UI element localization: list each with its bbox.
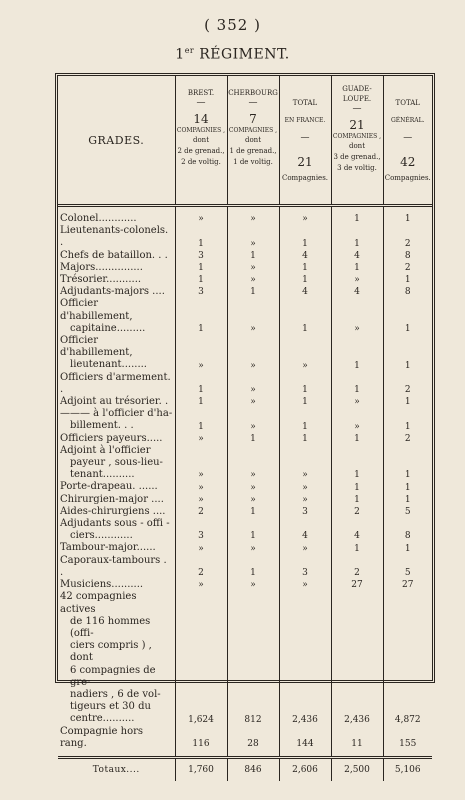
row-label bbox=[58, 433, 175, 445]
row-value: 11 bbox=[331, 726, 383, 750]
row-value: 2 bbox=[404, 385, 411, 396]
header-total-france: TOTAL EN FRANCE. — 21 Compagnies. bbox=[279, 76, 331, 206]
table-row bbox=[58, 372, 432, 396]
row-label-line: Officiers payeurs..... bbox=[60, 432, 163, 444]
row-label-line: ciers............ bbox=[70, 530, 133, 542]
row-value: 3 bbox=[175, 286, 227, 298]
header-brest: BREST. — 14 COMPAGNIES , dont 2 de grenad., 2 de voltig. bbox=[175, 76, 227, 206]
row-value: 4 bbox=[331, 518, 383, 542]
row-value: 1 bbox=[404, 275, 411, 286]
totals-value: 5,106 bbox=[383, 757, 432, 781]
row-label bbox=[58, 396, 175, 408]
row-label bbox=[58, 555, 175, 579]
row-value: » bbox=[279, 542, 331, 554]
table-row bbox=[58, 579, 432, 591]
row-value: 1 bbox=[227, 518, 279, 542]
row-value: 2 bbox=[331, 555, 383, 579]
row-value: 8 bbox=[404, 531, 411, 542]
row-label bbox=[58, 286, 175, 298]
row-label bbox=[58, 408, 175, 432]
row-value: 2 bbox=[175, 555, 227, 579]
row-label-line: Musiciens.......... bbox=[60, 579, 144, 591]
row-value: 1 bbox=[175, 274, 227, 286]
row-value: 1 bbox=[175, 298, 227, 335]
row-value: » bbox=[227, 372, 279, 396]
table-row bbox=[58, 433, 432, 445]
table-row bbox=[58, 591, 432, 725]
row-value: » bbox=[279, 445, 331, 482]
table-row bbox=[58, 518, 432, 542]
row-label-line: billement. . . bbox=[70, 420, 134, 432]
row-label-line: Lieutenants-colonels. . bbox=[60, 225, 169, 249]
row-value: 4 bbox=[279, 286, 331, 298]
spacer-row bbox=[58, 206, 432, 214]
row-value: 1 bbox=[331, 494, 383, 506]
row-label-line: Caporaux-tambours . . bbox=[60, 554, 167, 578]
row-value: » bbox=[175, 542, 227, 554]
header-guadeloupe: GUADE- LOUPE. — 21 COMPAGNIES , dont 3 de grenad., 3 de voltig. bbox=[331, 76, 383, 206]
row-value: » bbox=[175, 445, 227, 482]
row-value: 1 bbox=[331, 433, 383, 445]
row-label bbox=[58, 518, 175, 542]
row-value: 1 bbox=[279, 225, 331, 249]
row-label-line: Compagnie hors rang. bbox=[60, 725, 144, 749]
row-value: 1 bbox=[404, 214, 411, 225]
row-value: » bbox=[331, 298, 383, 335]
row-value: 1 bbox=[227, 433, 279, 445]
row-label-line: Officiers d'armement. . bbox=[60, 371, 171, 395]
row-value: 1 bbox=[404, 543, 411, 554]
header-total-general: TOTAL GÉNÉRAL. — 42 Compagnies. bbox=[383, 76, 432, 206]
regiment-table-frame bbox=[55, 73, 435, 775]
row-value: » bbox=[175, 481, 227, 493]
row-label-line: nadiers , 6 de vol- bbox=[70, 688, 161, 700]
row-value: 1 bbox=[331, 481, 383, 493]
row-label bbox=[58, 225, 175, 249]
row-value: 1 bbox=[404, 397, 411, 408]
row-value: 4 bbox=[331, 250, 383, 262]
row-value: 3 bbox=[279, 506, 331, 518]
row-value: 1,624 bbox=[175, 591, 227, 725]
row-value: » bbox=[227, 335, 279, 372]
row-value: 155 bbox=[399, 738, 417, 749]
row-value: 1 bbox=[175, 262, 227, 274]
row-label-line: Majors............... bbox=[60, 261, 143, 273]
totals-value: 2,606 bbox=[279, 757, 331, 781]
row-label bbox=[58, 372, 175, 396]
row-value: 3 bbox=[175, 518, 227, 542]
totals-row bbox=[58, 757, 432, 781]
row-value: 3 bbox=[175, 250, 227, 262]
row-label bbox=[58, 274, 175, 286]
regiment-table bbox=[58, 76, 432, 781]
row-label bbox=[58, 213, 175, 225]
row-value: 1 bbox=[279, 262, 331, 274]
row-value: 1 bbox=[175, 396, 227, 408]
row-value: » bbox=[331, 408, 383, 432]
row-value: 1 bbox=[404, 360, 411, 371]
row-label-line: Adjoint à l'officier bbox=[60, 444, 151, 456]
header-grades: GRADES. bbox=[58, 76, 175, 206]
row-value: 4,872 bbox=[394, 714, 421, 725]
row-label-line: Adjudants-majors .... bbox=[60, 286, 165, 298]
table-row bbox=[58, 298, 432, 335]
row-value: 1 bbox=[279, 396, 331, 408]
table-row bbox=[58, 445, 432, 482]
row-value: » bbox=[227, 213, 279, 225]
row-value: 8 bbox=[404, 287, 411, 298]
row-value: 27 bbox=[331, 579, 383, 591]
row-label-line: Officier d'habillement, bbox=[60, 335, 133, 359]
row-value: » bbox=[227, 274, 279, 286]
row-value: » bbox=[331, 274, 383, 286]
row-label-line: lieutenant........ bbox=[70, 359, 147, 371]
row-value: 1 bbox=[331, 335, 383, 372]
row-value: 2,436 bbox=[279, 591, 331, 725]
spacer-row bbox=[58, 750, 432, 758]
row-value: 1 bbox=[404, 421, 411, 432]
row-value: 1 bbox=[331, 213, 383, 225]
heading-text: RÉGIMENT. bbox=[194, 46, 290, 63]
totals-label: Totaux.... bbox=[58, 757, 175, 781]
row-value: 1 bbox=[279, 274, 331, 286]
row-label-line: 6 compagnies de gre- bbox=[70, 664, 156, 688]
row-label bbox=[58, 542, 175, 554]
row-value: » bbox=[227, 494, 279, 506]
row-label-line: ciers compris ) , dont bbox=[70, 640, 152, 664]
row-value: 4 bbox=[279, 250, 331, 262]
row-value: » bbox=[227, 408, 279, 432]
row-value: 5 bbox=[404, 568, 411, 579]
row-value: » bbox=[227, 481, 279, 493]
row-value: 1 bbox=[227, 506, 279, 518]
table-row bbox=[58, 335, 432, 372]
row-value: 2,436 bbox=[331, 591, 383, 725]
row-value: » bbox=[279, 494, 331, 506]
row-value: » bbox=[331, 396, 383, 408]
row-label-line: capitaine......... bbox=[70, 322, 146, 334]
row-value: 1 bbox=[279, 408, 331, 432]
row-label-line: Officier d'habillement, bbox=[60, 298, 133, 322]
row-label bbox=[58, 506, 175, 518]
row-value: » bbox=[279, 579, 331, 591]
row-value: 3 bbox=[279, 555, 331, 579]
row-label bbox=[58, 494, 175, 506]
table-row bbox=[58, 494, 432, 506]
row-label-line: Colonel............ bbox=[60, 213, 137, 224]
row-value: 1 bbox=[404, 470, 411, 481]
table-row bbox=[58, 250, 432, 262]
table-row bbox=[58, 555, 432, 579]
row-value: 1 bbox=[331, 262, 383, 274]
table-row bbox=[58, 274, 432, 286]
table-row bbox=[58, 396, 432, 408]
row-label-line: de 116 hommes (offi- bbox=[70, 615, 151, 639]
row-value: 812 bbox=[227, 591, 279, 725]
row-value: » bbox=[227, 262, 279, 274]
table-header-row bbox=[58, 76, 432, 206]
row-label-line: Aides-chirurgiens .... bbox=[60, 505, 166, 517]
row-value: 1 bbox=[331, 372, 383, 396]
table-row bbox=[58, 542, 432, 554]
row-label-line: Tambour-major...... bbox=[60, 542, 156, 554]
row-value: 1 bbox=[227, 286, 279, 298]
row-value: 5 bbox=[404, 507, 411, 518]
row-label-line: 42 compagnies actives bbox=[60, 591, 137, 615]
table-body bbox=[58, 206, 432, 781]
row-label bbox=[58, 726, 175, 750]
row-label bbox=[58, 481, 175, 493]
row-value: » bbox=[175, 579, 227, 591]
row-label-line: tigeurs et 30 du bbox=[70, 701, 151, 713]
row-label bbox=[58, 335, 175, 372]
row-value: » bbox=[175, 433, 227, 445]
row-label bbox=[58, 579, 175, 591]
row-value: 1 bbox=[279, 298, 331, 335]
row-value: 2 bbox=[404, 238, 411, 249]
row-label-line: Adjudants sous - offi - bbox=[60, 518, 170, 530]
row-value: 1 bbox=[175, 225, 227, 249]
row-value: 1 bbox=[331, 225, 383, 249]
row-value: » bbox=[227, 298, 279, 335]
table-row bbox=[58, 726, 432, 750]
row-value: 2 bbox=[404, 263, 411, 274]
table-row bbox=[58, 481, 432, 493]
row-value: » bbox=[227, 396, 279, 408]
row-value: » bbox=[279, 335, 331, 372]
row-value: 27 bbox=[402, 580, 414, 591]
header-cherbourg: CHERBOURG — 7 COMPAGNIES , dont 1 de grenad., 1 de voltig. bbox=[227, 76, 279, 206]
totals-value: 1,760 bbox=[175, 757, 227, 781]
row-label bbox=[58, 445, 175, 482]
row-label bbox=[58, 262, 175, 274]
table-row bbox=[58, 408, 432, 432]
row-value: 4 bbox=[279, 518, 331, 542]
page-heading bbox=[0, 46, 465, 63]
page-number: ( 352 ) bbox=[204, 16, 261, 34]
row-value: 144 bbox=[279, 726, 331, 750]
row-value: » bbox=[175, 494, 227, 506]
row-label-line: tenant.......... bbox=[70, 469, 135, 481]
row-value: 1 bbox=[404, 482, 411, 493]
row-value: 2 bbox=[175, 506, 227, 518]
row-value: 28 bbox=[227, 726, 279, 750]
row-value: » bbox=[175, 335, 227, 372]
row-value: 1 bbox=[404, 324, 411, 335]
table-row bbox=[58, 225, 432, 249]
row-value: » bbox=[227, 542, 279, 554]
row-value: 4 bbox=[331, 286, 383, 298]
totals-value: 846 bbox=[227, 757, 279, 781]
row-value: 1 bbox=[279, 433, 331, 445]
row-value: » bbox=[227, 225, 279, 249]
row-label-line: Chefs de bataillon. . . bbox=[60, 249, 168, 261]
row-value: » bbox=[227, 445, 279, 482]
row-value: 2 bbox=[404, 433, 411, 444]
table-row bbox=[58, 506, 432, 518]
row-value: 1 bbox=[279, 372, 331, 396]
row-value: 1 bbox=[331, 542, 383, 554]
row-value: 8 bbox=[404, 250, 411, 261]
row-label-line: centre.......... bbox=[70, 713, 135, 725]
row-label bbox=[58, 250, 175, 262]
row-label bbox=[58, 298, 175, 335]
row-value: » bbox=[227, 579, 279, 591]
totals-value: 2,500 bbox=[331, 757, 383, 781]
row-value: 116 bbox=[175, 726, 227, 750]
row-label-line: payeur , sous-lieu- bbox=[70, 457, 163, 469]
row-value: » bbox=[279, 213, 331, 225]
table-row bbox=[58, 213, 432, 225]
row-label bbox=[58, 591, 175, 725]
row-value: 2 bbox=[331, 506, 383, 518]
row-value: 1 bbox=[227, 555, 279, 579]
heading-sup: er bbox=[184, 46, 195, 55]
row-label-line: ——— à l'officier d'ha- bbox=[60, 408, 173, 420]
row-value: » bbox=[175, 213, 227, 225]
row-label-line: Porte-drapeau. ...... bbox=[60, 481, 158, 493]
row-value: 1 bbox=[404, 494, 411, 505]
row-value: » bbox=[279, 481, 331, 493]
row-label-line: Chirurgien-major .... bbox=[60, 493, 164, 505]
row-value: 1 bbox=[175, 408, 227, 432]
table-row bbox=[58, 262, 432, 274]
table-row bbox=[58, 286, 432, 298]
row-label-line: Adjoint au trésorier. . bbox=[60, 396, 169, 408]
row-value: 1 bbox=[227, 250, 279, 262]
row-value: 1 bbox=[175, 372, 227, 396]
row-label-line: Trésorier........... bbox=[60, 274, 142, 286]
row-value: 1 bbox=[331, 445, 383, 482]
heading-ordinal: 1 bbox=[175, 46, 185, 63]
